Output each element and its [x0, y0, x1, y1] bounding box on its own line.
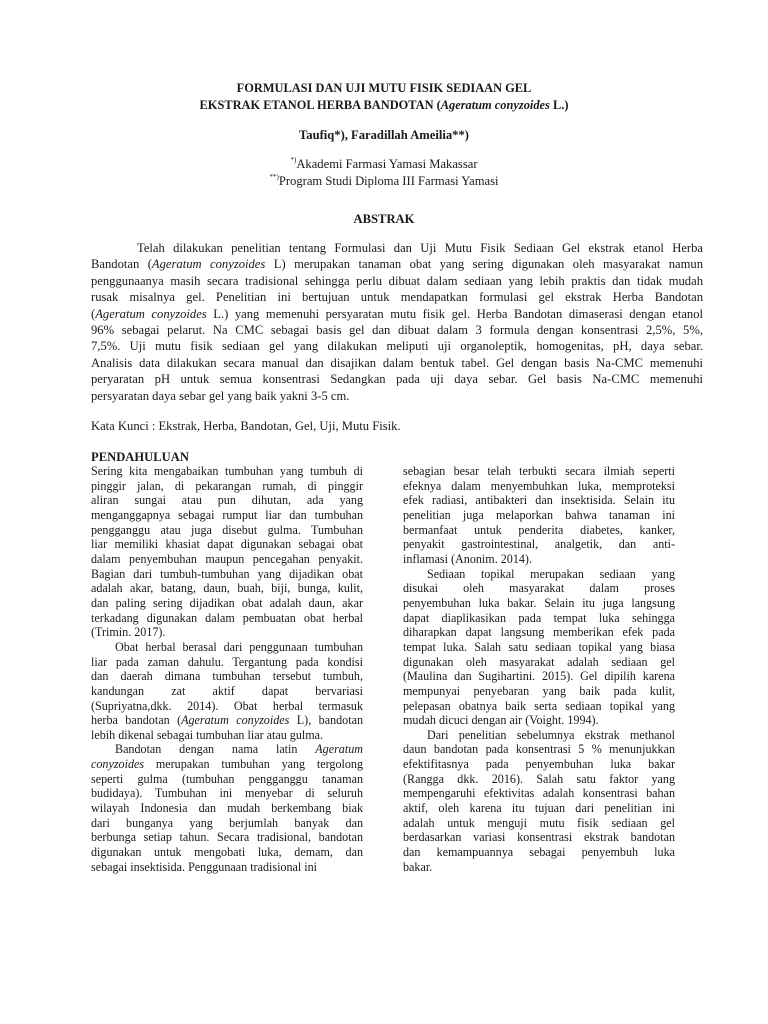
left-column-line: liar memiliki khasiat dapat digunakan sebagai obat: [91, 537, 363, 552]
abstract-heading: ABSTRAK: [353, 212, 415, 226]
right-column-line: pelepasan obatnya baik serta sediaan topikal yang: [403, 698, 675, 713]
authors: Taufiq*), Faradillah Ameilia**): [299, 128, 469, 142]
right-column-line: inflamasi (Anonim. 2014).: [403, 551, 532, 566]
right-column-line: Sediaan topikal merupakan sediaan yang: [427, 566, 675, 581]
right-column-line: Dari penelitian sebelumnya ekstrak methanol: [427, 727, 675, 742]
right-column-line: mempengaruhi efektivitas adalah konsentrasi bahan: [403, 786, 675, 801]
left-column: [91, 464, 363, 874]
right-column-line: digunakan oleh masyarakat adalah sediaan gel: [403, 654, 675, 669]
right-column-line: dan kemampuannya sebagai penyembuh luka: [403, 845, 675, 860]
right-column-line: efek radiasi, antibakteri dan insektisida. Selain itu: [403, 493, 675, 508]
species-name: Ageratum conyzoides: [440, 98, 550, 112]
left-column-line: kandungan zat aktif dapat bervariasi: [91, 683, 363, 698]
right-column-line: penyembuhan luka bakar. Selain itu juga langsung: [403, 595, 675, 610]
left-column-line: Bagian dari tumbuh-tumbuhan yang dijadikan obat: [91, 566, 363, 581]
abstract-line: penggunaanya masih secara tradisional sehingga perlu dibuat dalam sediaan yang lebih praktis dan tidak mudah: [91, 273, 703, 288]
left-column-line: dan daerah dimana tumbuhan tersebut tumbuh,: [91, 669, 363, 684]
affiliation-2: **)Program Studi Diploma III Farmasi Yamasi: [269, 173, 499, 189]
left-column-line: budidaya). Tumbuhan ini menyebar di seluruh: [91, 786, 363, 801]
title-line-1: FORMULASI DAN UJI MUTU FISIK SEDIAAN GEL: [236, 81, 532, 95]
abstract-line: (Ageratum conyzoides L.) yang memenuhi persyaratan mutu fisik gel. Herba Bandotan dimaserasi dengan etanol: [91, 306, 703, 321]
abstract-body: [91, 240, 703, 404]
left-column-line: adalah akar, batang, daun, buah, biji, bunga, kulit,: [91, 581, 363, 596]
abstract-line: Bandotan (Ageratum conyzoides L) merupakan tanaman obat yang sering digunakan oleh masyarakat namun: [91, 257, 704, 272]
keywords: Kata Kunci : Ekstrak, Herba, Bandotan, Gel, Uji, Mutu Fisik.: [91, 419, 401, 433]
right-column-line: aktif, oleh karena itu tujuan dari penelitian ini: [403, 801, 675, 816]
right-column-line: berdasarkan variasi konsentrasi ekstrak bandotan: [403, 830, 675, 845]
right-column: [403, 464, 675, 874]
left-column-line: sebagai insektisida. Penggunaan tradisional ini: [91, 859, 318, 874]
right-column-line: penelitian juga melaporkan bahwa tanaman ini: [403, 507, 675, 522]
left-column-line: dari bunganya yang berjumlah banyak dan: [91, 815, 363, 830]
abstract-line: 96% sebagai pelarut. Na CMC sebagai basis gel dan dibuat dalam 3 formula dengan konsentrasi 2,5%, 5%,: [91, 323, 703, 338]
abstract-line: Telah dilakukan penelitian tentang Formulasi dan Uji Mutu Fisik Sediaan Gel ekstrak etanol Herba: [137, 241, 703, 255]
left-column-line: conyzoides merupakan tumbuhan yang tergolong: [91, 757, 363, 772]
right-column-line: (Rangga dkk. 2016). Salah satu faktor yang: [403, 771, 675, 786]
left-column-line: pinggir jalan, di pekarangan rumah, di pinggir: [91, 478, 363, 493]
right-column-line: tempat luka. Salah satu sediaan topikal yang biasa: [403, 639, 675, 654]
left-column-line: berbunga setiap tahun. Secara tradisional, bandotan: [91, 830, 363, 845]
right-column-line: efektifitasnya pada penyembuhan luka bakar: [403, 757, 675, 772]
left-column-line: menganggapnya sebagai rumput liar dan tumbuhan: [91, 507, 363, 522]
right-column-line: (Maulina dan Sugihartini. 2015). Gel dipilih karena: [403, 669, 675, 684]
left-column-line: liar pada zaman dahulu. Tergantung pada kondisi: [91, 654, 363, 669]
left-column-line: wilayah Indonesia dan mudah berkembang biak: [91, 801, 363, 816]
right-column-line: dapat diaplikasikan pada tempat luka sehingga: [403, 610, 675, 625]
left-column-line: aliran sungai atau pun dihutan, ada yang: [91, 493, 363, 508]
right-column-line: bakar.: [403, 859, 433, 874]
abstract-line: Analisis data dilakukan secara manual dan disajikan dalam bentuk tabel. Gel dengan basis Na-CMC memenuhi: [91, 355, 703, 370]
right-column-line: sebagian besar telah terbukti secara ilmiah seperti: [403, 464, 675, 478]
left-column-line: herba bandotan (Ageratum conyzoides L), bandotan: [91, 713, 363, 728]
abstract-line: peryaratan pH untuk semua konsentrasi Sedangkan pada uji daya sebar. Gel basis Na-CMC memenuhi: [91, 372, 703, 387]
left-column-line: (Supriyatna,dkk. 2014). Obat herbal termasuk: [91, 698, 363, 713]
title-line-2: EKSTRAK ETANOL HERBA BANDOTAN (Ageratum conyzoides L.): [199, 98, 569, 112]
left-column-line: dalam penyembuhan maupun pencegahan penyakit.: [91, 551, 363, 566]
right-column-line: adalah untuk menguji mutu fisik sediaan gel: [403, 815, 675, 830]
right-column-line: bermanfaat untuk penderita diabetes, kanker,: [403, 522, 675, 537]
abstract-line: 7,5%. Uji mutu fisik sediaan gel yang dilakukan meliputi uji organoleptik, homogenitas, pH, daya sebar.: [91, 339, 703, 354]
left-column-line: pengganggu atau juga disebut gulma. Tumbuhan: [91, 522, 363, 537]
left-column-line: lebih dikenal sebagai tumbuhan liar atau gulma.: [91, 727, 324, 742]
paper-title: [0, 80, 768, 114]
abstract-line: rusak misalnya gel. Penelitian ini bertujuan untuk mendapatkan formulasi gel ekstrak Herba Bandotan: [91, 290, 703, 305]
affiliation-1: *)Akademi Farmasi Yamasi Makassar: [290, 156, 478, 172]
left-column-line: Bandotan dengan nama latin Ageratum: [115, 742, 363, 757]
left-column-line: terkadang digunakan dalam pembuatan obat herbal: [91, 610, 363, 625]
right-column-line: efeknya dalam menyembuhkan luka, memproteksi: [403, 478, 675, 493]
right-column-line: mudah dicuci dengan air (Voight. 1994).: [403, 713, 599, 728]
left-column-line: seperti gulma (tumbuhan pengganggu tanaman: [91, 771, 363, 786]
abstract-line: persyaratan daya sebar gel yang baik yakni 3-5 cm.: [91, 388, 350, 403]
right-column-line: daun bandotan pada konsentrasi 5 % menunjukkan: [403, 742, 675, 757]
left-column-line: digunakan untuk mengobati luka, demam, dan: [91, 845, 363, 860]
right-column-line: disukai oleh masyarakat dalam proses: [403, 581, 675, 596]
right-column-line: diharapkan dapat langsung memberikan efek pada: [403, 625, 675, 640]
section-heading: PENDAHULUAN: [91, 450, 189, 464]
left-column-line: Obat herbal berasal dari penggunaan tumbuhan: [115, 639, 363, 654]
left-column-line: (Trimin. 2017).: [91, 625, 166, 640]
right-column-line: mempunyai penyebaran yang baik pada kulit,: [403, 683, 675, 698]
right-column-line: penyakit gastrointestinal, analgetik, dan anti-: [403, 537, 675, 552]
left-column-line: Sering kita mengabaikan tumbuhan yang tumbuh di: [91, 464, 363, 478]
left-column-line: dan paling sering dijadikan obat adalah daun, akar: [91, 595, 363, 610]
